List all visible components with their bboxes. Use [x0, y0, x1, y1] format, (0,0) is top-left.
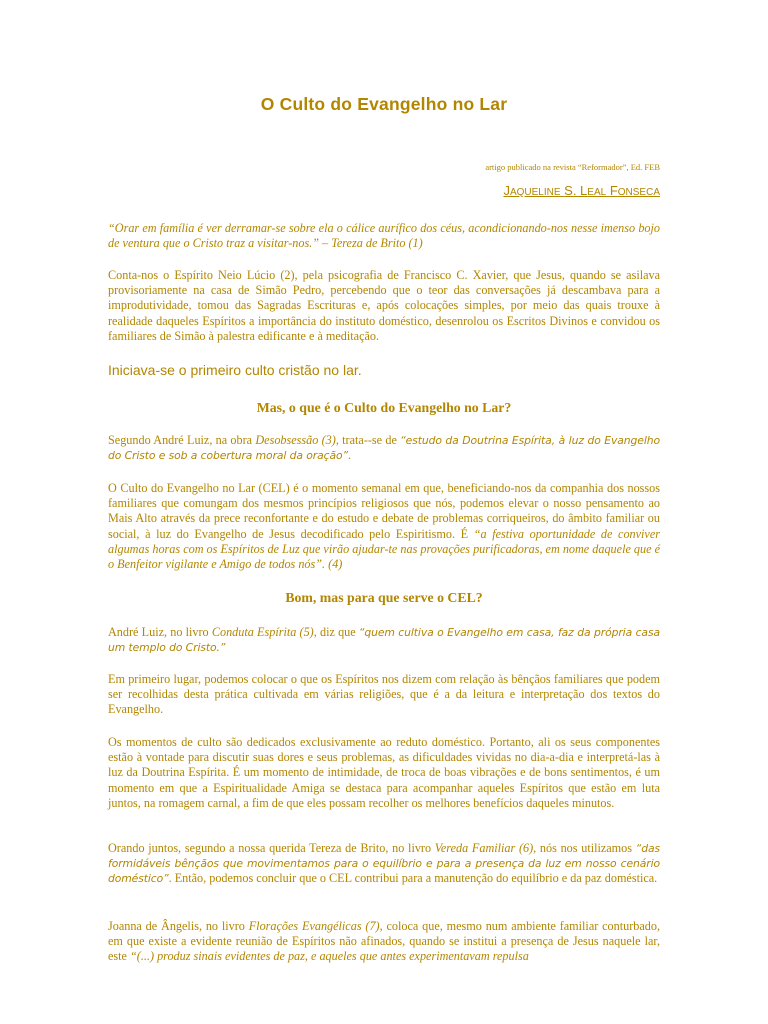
document-title: O Culto do Evangelho no Lar — [260, 94, 508, 114]
p7-text-2: , nós nos utilizamos — [533, 841, 636, 855]
paragraph-6: Os momentos de culto são dedicados exclusivamente ao reduto doméstico. Portanto, ali os seus componentes estão à vontade para discutir suas dores e seus problemas, as dificuldades vividas no dia-a-dia e interpretá-las à luz da Doutrina Espírita. É um momento de intimidade, de troca de boas vibrações e de bons sentimentos, é um momento em que a Espiritualidade Amiga se destaca para acompanhar aqueles Espíritos que estão em luta juntos, na romagem carnal, a fim de que eles possam recolher os melhores benefícios daqueles minutos. — [108, 735, 660, 810]
paragraph-5: Em primeiro lugar, podemos colocar o que os Espíritos nos dizem com relação às bênçãos familiares que podem ser recolhidas desta prática cultivada em várias religiões, que é a da leitura e interpretação dos textos do Evangelho. — [108, 672, 660, 717]
paragraph-3 — [108, 481, 660, 572]
paragraph-2 — [108, 433, 660, 463]
p3-quote: “a festiva oportunidade de conviver algumas horas com os Espíritos de Luz que virão ajudar-te nas provações purificadoras, em nome daquele que é o Benfeitor vigilante e Amigo de todos nós”. (4) — [108, 526, 660, 572]
epigraph — [108, 221, 660, 251]
p4-quote: “quem cultiva o Evangelho em casa, faz da própria casa um templo do Cristo.” — [108, 626, 660, 655]
p2-text-2: , trata--se de — [335, 433, 401, 447]
p7-text-3: . Então, podemos concluir que o CEL contribui para a manutenção do equilíbrio e da paz doméstica. — [168, 871, 658, 886]
lead-sentence: Iniciava-se o primeiro culto cristão no lar. — [108, 362, 362, 378]
author-initial: J — [503, 183, 510, 198]
p7-text: Orando juntos, segundo a nossa querida Tereza de Brito, no livro — [108, 841, 435, 855]
p8-text-2: , coloca que, mesmo num ambiente familiar conturbado, em que existe a evidente reunião de Espíritos não afinados, quando se institui a presença de Jesus naquele lar, este — [108, 919, 661, 964]
p2-text-3: . — [347, 448, 352, 463]
author-last-name: ONSECA — [617, 187, 660, 198]
epigraph-text: “Orar em família é ver derramar-se sobre ela o cálice aurífico dos céus, acondicionando-nos nesse imenso bojo de ventura que o Cristo traz a visitar-nos.” – Tereza de Brito (1) — [108, 221, 660, 251]
paragraph-4 — [108, 625, 660, 655]
publication-note: artigo publicado na revista “Reformador”, Ed. FEB — [485, 162, 660, 172]
author-last-initial: F — [609, 183, 618, 198]
p4-text: André Luiz, no livro — [108, 625, 212, 639]
p2-book-title: Desobsessão (3) — [255, 433, 336, 447]
paragraph-7 — [108, 841, 660, 887]
paragraph-1: Conta-nos o Espírito Neio Lúcio (2), pela psicografia de Francisco C. Xavier, que Jesus, quando se asilava provisoriamente na casa de Simão Pedro, percebendo que o teor das conversações já descambava para a improdutividade, tomou das Sagradas Escrituras e, após colocações simples, por meio das quais trouxe à realidade daqueles Espíritos a importância do instituto doméstico, desenrolou os Escritos Divinos e convidou os familiares de Simão à palestra edificante e à meditação. — [108, 268, 660, 343]
section-heading-2: Bom, mas para que serve o CEL? — [285, 590, 483, 605]
p7-quote: “das formidáveis bênçãos que movimentamos para o equilíbrio e para a presença da luz em nosso cenário doméstico” — [108, 842, 661, 886]
p8-text: Joanna de Ângelis, no livro — [108, 919, 249, 933]
p4-book-title: Conduta Espírita (5) — [211, 625, 314, 639]
p7-book-title: Vereda Familiar (6) — [434, 841, 534, 855]
p3-text: O Culto do Evangelho no Lar (CEL) é o momento semanal em que, beneficiando-nos da companhia dos nossos familiares que comungam dos mesmos princípios religiosos que nós, podemos elevar o nosso pensamento ao Mais Alto através da prece reconfortante e do estudo e debate de problemas corriqueiros, do âmbito familiar ou social, à luz do Evangelho de Jesus decodificado pelo Espiritismo. É — [108, 481, 660, 541]
p2-text: Segundo André Luiz, na obra — [108, 433, 256, 447]
p4-text-2: , diz que — [313, 625, 359, 639]
paragraph-8 — [108, 919, 660, 965]
section-heading-1: Mas, o que é o Culto do Evangelho no Lar? — [256, 400, 512, 415]
author-middle-name: EAL — [587, 187, 607, 198]
p8-book-title: Florações Evangélicas (7) — [248, 919, 380, 933]
author-first-name: AQUELINE — [509, 187, 561, 198]
p8-quote: “(...) produz sinais evidentes de paz, e aqueles que antes experimentavam repulsa — [130, 949, 529, 964]
author-name — [503, 183, 660, 198]
author-middle: S. L — [564, 183, 588, 198]
p2-quote: “estudo da Doutrina Espírita, à luz do Evangelho do Cristo e sob a cobertura moral da oração” — [108, 434, 660, 463]
